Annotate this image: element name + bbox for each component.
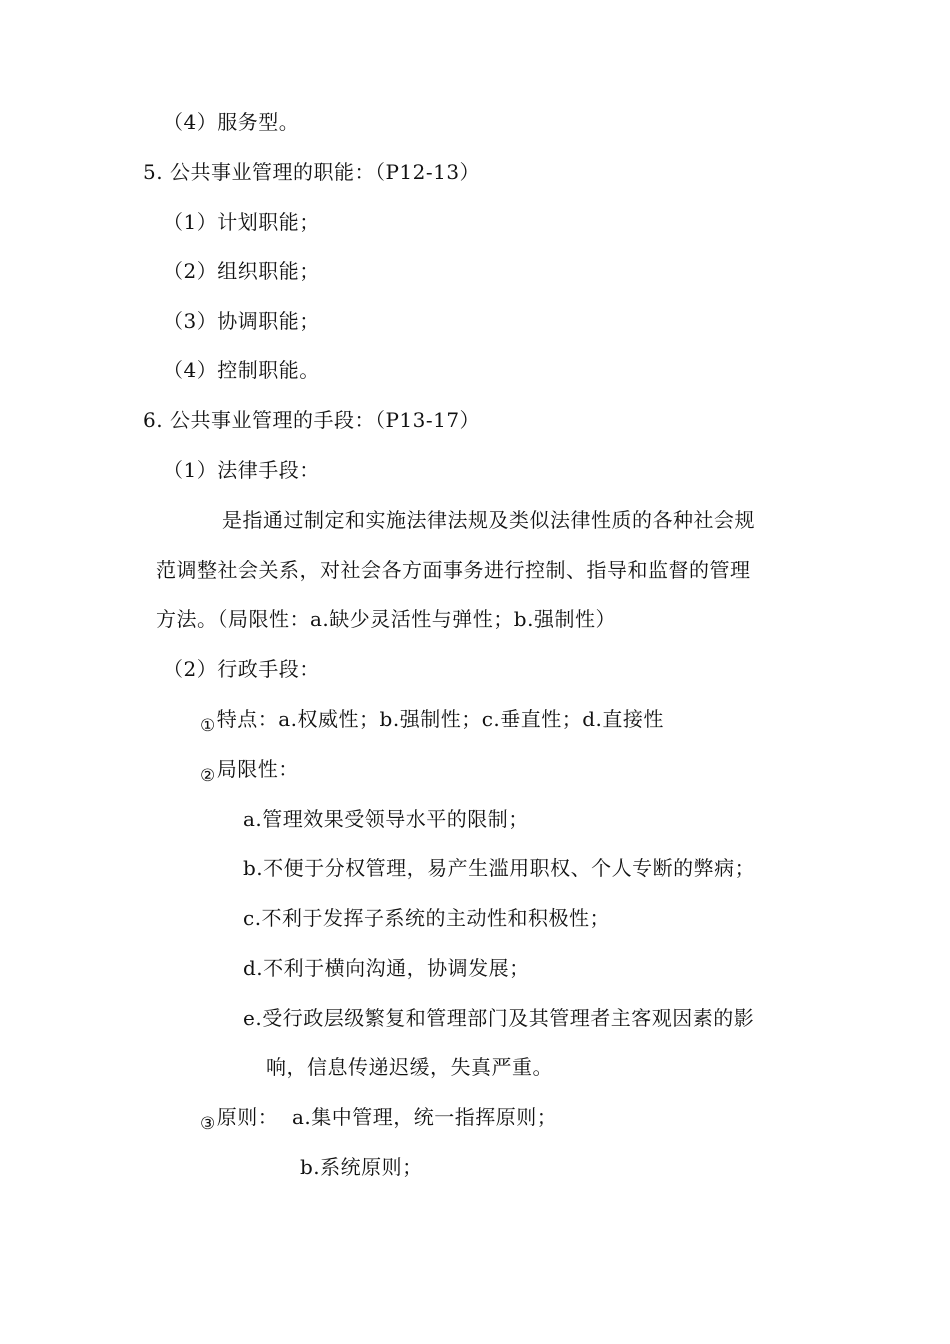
list-item: （2）组织职能； xyxy=(163,259,320,283)
section-heading-functions: 5. 公共事业管理的职能：（P12-13） xyxy=(143,160,481,184)
list-item: d.不利于横向沟通，协调发展； xyxy=(243,956,530,980)
list-item: b.系统原则； xyxy=(300,1155,423,1179)
section-heading-means: 6. 公共事业管理的手段：（P13-17） xyxy=(143,408,481,432)
circled-number-1: ① xyxy=(200,716,216,736)
circled-number-3: ③ xyxy=(200,1114,216,1134)
list-item: b.不便于分权管理，易产生滥用职权、个人专断的弊病； xyxy=(243,856,756,880)
list-item: （2）行政手段： xyxy=(163,657,320,681)
list-item: （4）服务型。 xyxy=(163,110,300,134)
sub-item-text: 特点：a.权威性；b.强制性；c.垂直性；d.直接性 xyxy=(216,707,664,731)
list-item: c.不利于发挥子系统的主动性和积极性； xyxy=(243,906,611,930)
sub-item-text: 局限性： xyxy=(216,757,299,781)
list-item: （1）法律手段： xyxy=(163,458,320,482)
list-item-continuation: 响，信息传递迟缓，失真严重。 xyxy=(266,1055,553,1079)
paragraph-line: 范调整社会关系，对社会各方面事务进行控制、指导和监督的管理 xyxy=(156,558,751,582)
sub-item-limitations xyxy=(200,754,299,786)
sub-item-text: 原则： a.集中管理，统一指挥原则； xyxy=(216,1105,558,1129)
list-item: （4）控制职能。 xyxy=(163,358,320,382)
list-item: （3）协调职能； xyxy=(163,309,320,333)
paragraph-line: 方法。（局限性：a.缺少灵活性与弹性；b.强制性） xyxy=(156,607,616,631)
sub-item-features xyxy=(200,704,664,736)
circled-number-2: ② xyxy=(200,766,216,786)
list-item: （1）计划职能； xyxy=(163,210,320,234)
paragraph-line: 是指通过制定和实施法律法规及类似法律性质的各种社会规 xyxy=(222,508,755,532)
list-item: a.管理效果受领导水平的限制； xyxy=(243,807,529,831)
list-item: e.受行政层级繁复和管理部门及其管理者主客观因素的影 xyxy=(243,1006,755,1030)
sub-item-principles xyxy=(200,1102,557,1134)
